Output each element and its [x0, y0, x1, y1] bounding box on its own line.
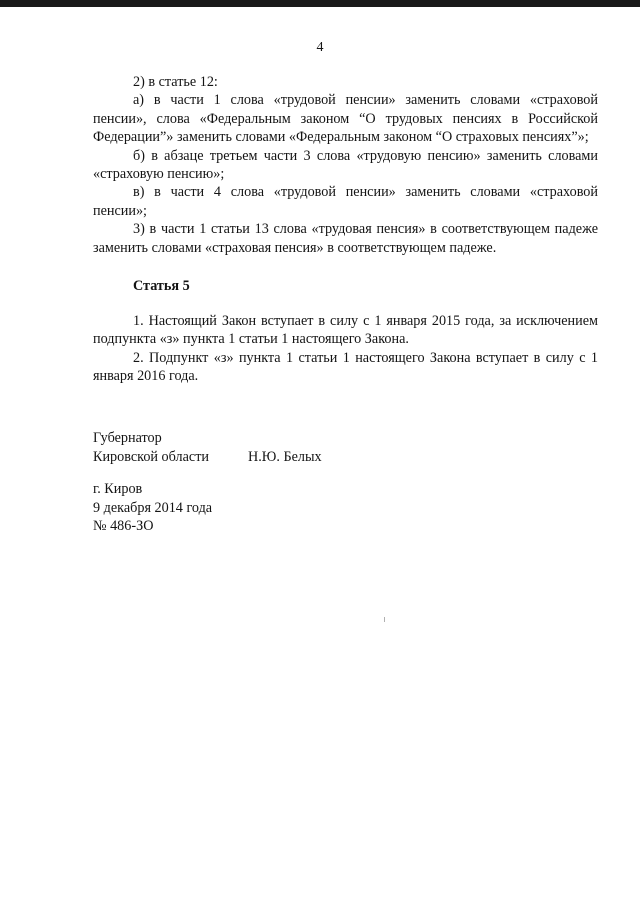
amendment-item-b: б) в абзаце третьем части 3 слова «трудовую пенсию» заменить словами «страховую пенсию»;: [93, 147, 598, 183]
amendments-section: [93, 73, 598, 257]
top-border-line: [0, 0, 640, 7]
article-5-heading: Статья 5: [133, 278, 190, 294]
article-5-body: [93, 312, 598, 386]
signature-block: [93, 429, 393, 466]
document-footer: [93, 480, 212, 536]
signatory-title-line-2: Кировской области: [93, 448, 209, 465]
amendment-intro: 2) в статье 12:: [133, 74, 218, 90]
amendment-item-v: в) в части 4 слова «трудовой пенсии» заменить словами «страховой пенсии»;: [93, 184, 598, 219]
city: г. Киров: [93, 481, 143, 497]
amendment-item-3: 3) в части 1 статьи 13 слова «трудовая пенсия» в соответствующем падеже заменить словами «страховая пенсия» в соответствующем падеже.: [93, 221, 598, 256]
article-5-paragraph-2: 2. Подпункт «з» пункта 1 статьи 1 настоящего Закона вступает в силу с 1 января 2016 года.: [93, 349, 598, 385]
document-number: № 486-ЗО: [93, 518, 154, 534]
page-number: 4: [316, 40, 324, 55]
signatory-name: Н.Ю. Белых: [248, 448, 322, 465]
amendment-item-a: а) в части 1 слова «трудовой пенсии» заменить словами «страховой пенсии», слова «Федеральным законом “О трудовых пенсиях в Российской Федерации”» заменить словами «Федеральным законом “О страховых пенсиях”»;: [93, 92, 598, 146]
article-5-paragraph-1: 1. Настоящий Закон вступает в силу с 1 января 2015 года, за исключением подпункта «з» пункта 1 статьи 1 настоящего Закона.: [93, 313, 598, 348]
document-date: 9 декабря 2014 года: [93, 499, 213, 516]
scan-speck: [384, 617, 385, 622]
signatory-title-line-1: Губернатор: [93, 430, 162, 446]
